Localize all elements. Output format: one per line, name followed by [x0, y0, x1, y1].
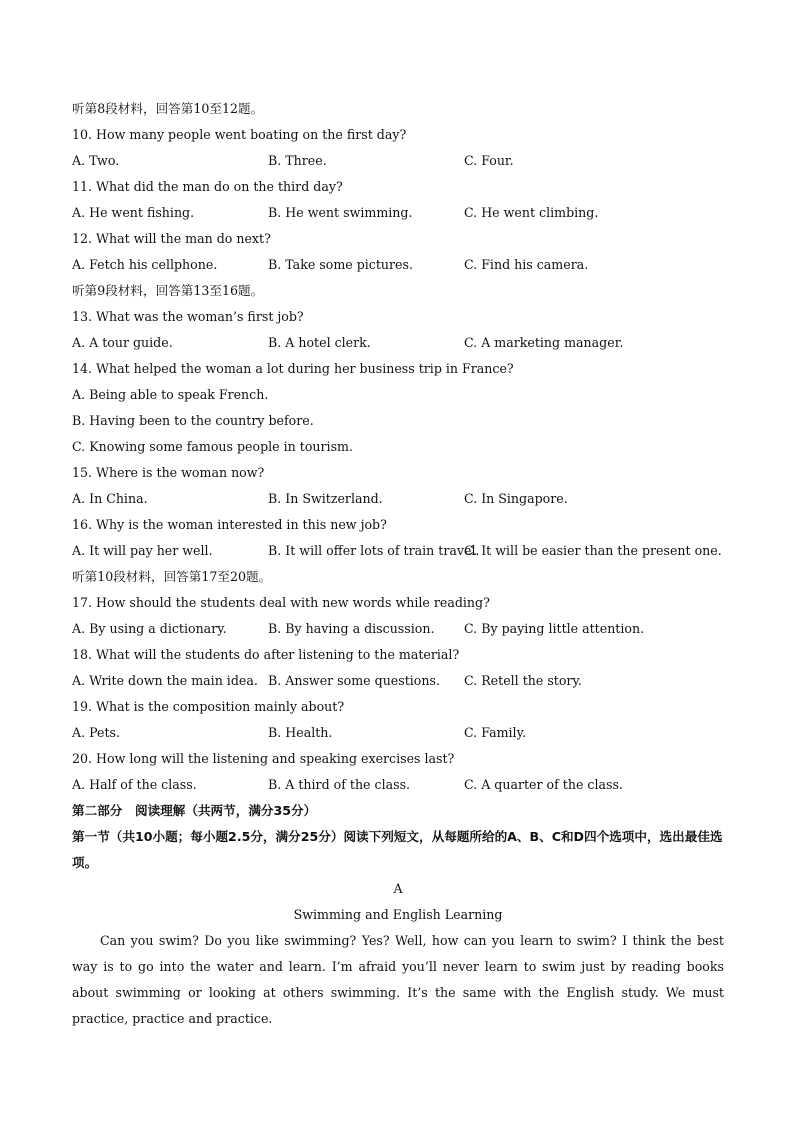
question-15-options [72, 486, 724, 512]
option-b: B. Health. [268, 725, 333, 740]
option-c: C. A quarter of the class. [464, 777, 623, 792]
option-a: A. By using a dictionary. [72, 621, 227, 636]
option-c: C. Retell the story. [464, 673, 582, 688]
question-16-stem: 16. Why is the woman interested in this new job? [72, 517, 387, 532]
option-a: A. Half of the class. [72, 777, 197, 792]
option-c: C. Find his camera. [464, 257, 589, 272]
question-12-stem: 12. What will the man do next? [72, 231, 271, 246]
exam-page [72, 96, 724, 1032]
question-20-stem: 20. How long will the listening and speaking exercises last? [72, 751, 455, 766]
option-c: C. A marketing manager. [464, 335, 624, 350]
option-c: C. He went climbing. [464, 205, 599, 220]
option-a: A. Being able to speak French. [72, 387, 269, 402]
option-a: A. Write down the main idea. [72, 673, 258, 688]
option-b: B. Three. [268, 153, 327, 168]
question-10-stem: 10. How many people went boating on the first day? [72, 127, 407, 142]
option-a: A. In China. [72, 491, 148, 506]
option-b: B. Having been to the country before. [72, 413, 314, 428]
option-b: B. In Switzerland. [268, 491, 383, 506]
part-two-instructions: 第一节（共10小题；每小题2.5分，满分25分）阅读下列短文，从每题所给的A、B、C和D四个选项中，选出最佳选项。 [72, 829, 723, 870]
option-a: A. He went fishing. [72, 205, 195, 220]
option-b: B. Answer some questions. [268, 673, 440, 688]
question-11-options [72, 200, 724, 226]
passage-title: Swimming and English Learning [293, 907, 503, 922]
section-heading-9: 听第9段材料，回答第13至16题。 [72, 283, 264, 298]
section-heading-10: 听第10段材料，回答第17至20题。 [72, 569, 272, 584]
question-17-stem: 17. How should the students deal with new words while reading? [72, 595, 490, 610]
question-10-options [72, 148, 724, 174]
question-18-stem: 18. What will the students do after listening to the material? [72, 647, 460, 662]
question-18-options [72, 668, 724, 694]
question-19-stem: 19. What is the composition mainly about? [72, 699, 345, 714]
option-c: C. By paying little attention. [464, 621, 645, 636]
option-b: B. Take some pictures. [268, 257, 413, 272]
question-17-options [72, 616, 724, 642]
option-c: C. It will be easier than the present one. [464, 543, 722, 558]
question-14-stem: 14. What helped the woman a lot during her business trip in France? [72, 361, 514, 376]
option-a: A. It will pay her well. [72, 543, 213, 558]
option-b: B. By having a discussion. [268, 621, 435, 636]
passage-letter: A [393, 881, 403, 896]
option-b: B. He went swimming. [268, 205, 413, 220]
option-b: B. A hotel clerk. [268, 335, 371, 350]
option-c: C. Knowing some famous people in tourism. [72, 439, 353, 454]
part-two-heading: 第二部分 阅读理解（共两节，满分35分） [72, 803, 317, 818]
question-11-stem: 11. What did the man do on the third day? [72, 179, 343, 194]
option-a: A. Pets. [72, 725, 120, 740]
question-19-options [72, 720, 724, 746]
question-16-options [72, 538, 724, 564]
option-a: A. A tour guide. [72, 335, 173, 350]
option-a: A. Fetch his cellphone. [72, 257, 218, 272]
option-c: C. In Singapore. [464, 491, 568, 506]
question-13-stem: 13. What was the woman’s first job? [72, 309, 304, 324]
option-b: B. A third of the class. [268, 777, 411, 792]
option-b: B. It will offer lots of train travel. [268, 543, 480, 558]
option-c: C. Family. [464, 725, 527, 740]
question-15-stem: 15. Where is the woman now? [72, 465, 265, 480]
option-c: C. Four. [464, 153, 514, 168]
question-13-options [72, 330, 724, 356]
option-a: A. Two. [72, 153, 120, 168]
question-20-options [72, 772, 724, 798]
question-12-options [72, 252, 724, 278]
section-heading-8: 听第8段材料，回答第10至12题。 [72, 101, 264, 116]
passage-body: Can you swim? Do you like swimming? Yes? Well, how can you learn to swim? I think the best way is to go into the water and learn. I’m afraid you’ll never learn to swim just by reading books about swimming or looking at others swimming. It’s the same with the English study. We must practice, practice and practice. [72, 933, 724, 1026]
